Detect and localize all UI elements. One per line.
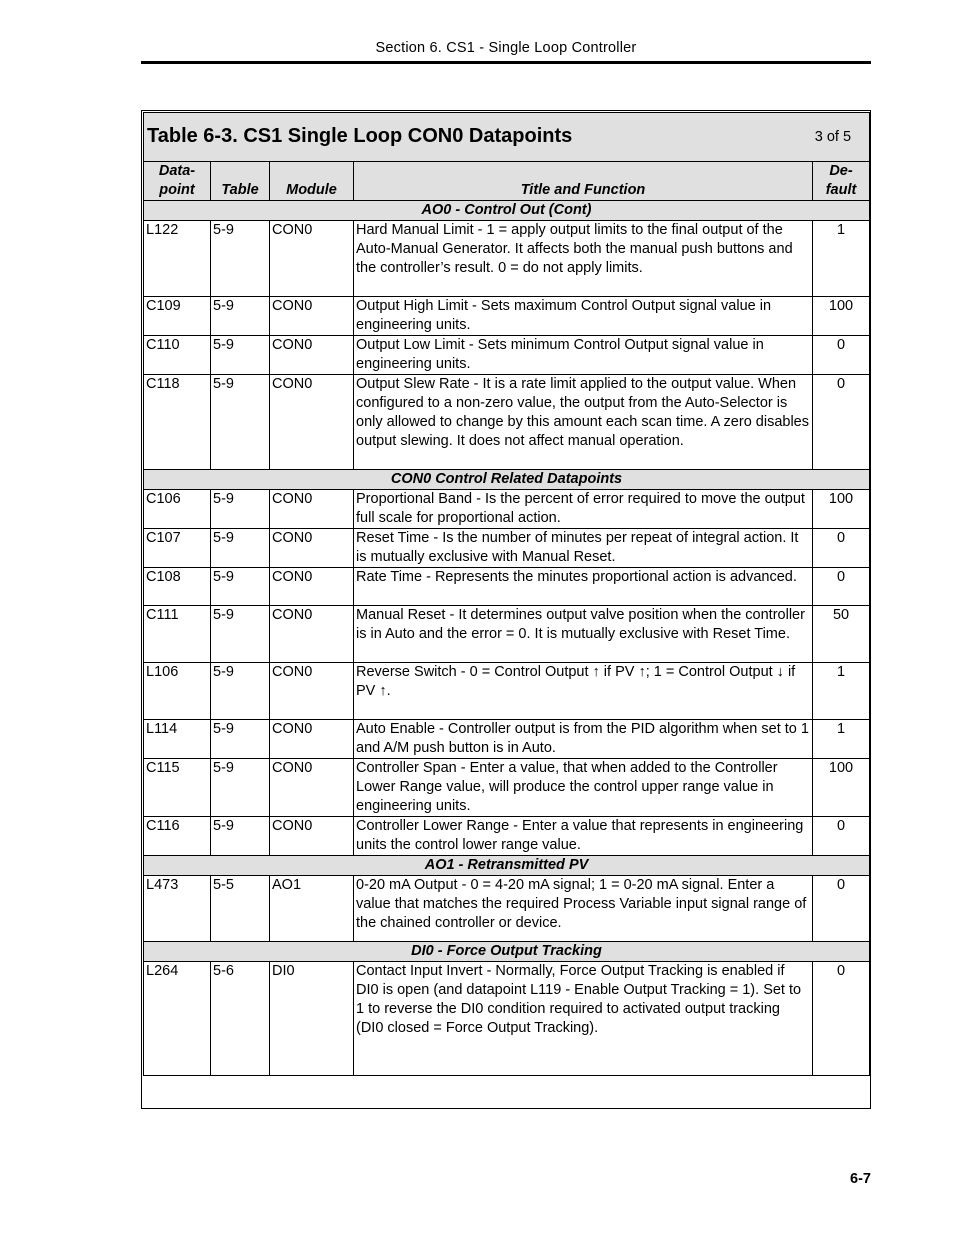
col-header-module: Module: [270, 162, 354, 201]
cell-default: 0: [813, 375, 870, 470]
cell-default: 100: [813, 297, 870, 336]
cell-module: CON0: [270, 375, 354, 470]
cell-module: CON0: [270, 663, 354, 720]
table-row: [144, 568, 870, 606]
cell-table: 5-9: [211, 720, 270, 759]
cell-table: 5-6: [211, 962, 270, 1076]
cell-default: 1: [813, 663, 870, 720]
cell-title-function: Output Low Limit - Sets minimum Control Output signal value in engineering units.: [354, 336, 813, 375]
cell-module: CON0: [270, 529, 354, 568]
cell-datapoint: C116: [144, 817, 211, 856]
cell-table: 5-9: [211, 336, 270, 375]
cell-datapoint: L114: [144, 720, 211, 759]
section-heading-row: [144, 856, 870, 876]
cell-module: CON0: [270, 221, 354, 297]
cell-title-function: Rate Time - Represents the minutes proportional action is advanced.: [354, 568, 813, 606]
cell-table: 5-9: [211, 568, 270, 606]
cell-default: 1: [813, 221, 870, 297]
cell-title-function: 0-20 mA Output - 0 = 4-20 mA signal; 1 = 0-20 mA signal. Enter a value that matches the required Process Variable input signal range of the chained controller or device.: [354, 876, 813, 942]
section-heading: CON0 Control Related Datapoints: [144, 470, 870, 490]
cell-default: 0: [813, 817, 870, 856]
cell-module: AO1: [270, 876, 354, 942]
cell-module: CON0: [270, 336, 354, 375]
cell-default: 100: [813, 490, 870, 529]
cell-table: 5-9: [211, 817, 270, 856]
cell-datapoint: C115: [144, 759, 211, 817]
cell-title-function: Controller Lower Range - Enter a value that represents in engineering units the control lower range value.: [354, 817, 813, 856]
cell-title-function: Contact Input Invert - Normally, Force Output Tracking is enabled if DI0 is open (and datapoint L119 - Enable Output Tracking = 1). Set to 1 to reverse the DI0 condition required to activated output tracking (DI0 closed = Force Output Tracking).: [354, 962, 813, 1076]
col-header-datapoint: Data- point: [144, 162, 211, 201]
cell-datapoint: C107: [144, 529, 211, 568]
col-header-default: De- fault: [813, 162, 870, 201]
section-heading-row: [144, 942, 870, 962]
cell-title-function: Manual Reset - It determines output valve position when the controller is in Auto and the error = 0. It is mutually exclusive with Reset Time.: [354, 606, 813, 663]
cell-table: 5-9: [211, 490, 270, 529]
cell-module: CON0: [270, 297, 354, 336]
cell-datapoint: L122: [144, 221, 211, 297]
cell-table: 5-9: [211, 375, 270, 470]
page-number: 6-7: [850, 1171, 871, 1187]
cell-title-function: Output High Limit - Sets maximum Control Output signal value in engineering units.: [354, 297, 813, 336]
cell-table: 5-9: [211, 297, 270, 336]
section-heading-row: [144, 201, 870, 221]
table-row: [144, 663, 870, 720]
cell-datapoint: C118: [144, 375, 211, 470]
cell-module: CON0: [270, 490, 354, 529]
cell-title-function: Auto Enable - Controller output is from the PID algorithm when set to 1 and A/M push button is in Auto.: [354, 720, 813, 759]
cell-datapoint: C106: [144, 490, 211, 529]
col-header-title-function: Title and Function: [354, 162, 813, 201]
table-title: Table 6-3. CS1 Single Loop CON0 Datapoints: [147, 124, 573, 147]
cell-default: 0: [813, 568, 870, 606]
header-rule: [141, 61, 871, 64]
table-row: [144, 336, 870, 375]
table-row: [144, 375, 870, 470]
cell-default: 1: [813, 720, 870, 759]
section-heading: DI0 - Force Output Tracking: [144, 942, 870, 962]
cell-datapoint: C111: [144, 606, 211, 663]
cell-title-function: Reset Time - Is the number of minutes per repeat of integral action. It is mutually exclusive with Manual Reset.: [354, 529, 813, 568]
section-heading: AO1 - Retransmitted PV: [144, 856, 870, 876]
table-row: [144, 490, 870, 529]
table-row: [144, 720, 870, 759]
cell-default: 0: [813, 876, 870, 942]
datapoints-table: [143, 112, 870, 1076]
cell-datapoint: C110: [144, 336, 211, 375]
col-header-table: Table: [211, 162, 270, 201]
table-title-cell: [144, 113, 870, 162]
section-heading-row: [144, 470, 870, 490]
cell-table: 5-9: [211, 221, 270, 297]
cell-title-function: Proportional Band - Is the percent of error required to move the output full scale for proportional action.: [354, 490, 813, 529]
cell-default: 50: [813, 606, 870, 663]
cell-table: 5-9: [211, 606, 270, 663]
cell-default: 100: [813, 759, 870, 817]
cell-title-function: Controller Span - Enter a value, that when added to the Controller Lower Range value, will produce the control upper range value in engineering units.: [354, 759, 813, 817]
cell-title-function: Output Slew Rate - It is a rate limit applied to the output value. When configured to a non-zero value, the output from the Auto-Selector is only allowed to change by this amount each scan time. A zero disables output slewing. It does not affect manual operation.: [354, 375, 813, 470]
table-row: [144, 297, 870, 336]
column-header-row: [144, 162, 870, 201]
cell-default: 0: [813, 529, 870, 568]
cell-module: CON0: [270, 568, 354, 606]
table-body: [144, 201, 870, 1076]
cell-module: CON0: [270, 759, 354, 817]
cell-module: DI0: [270, 962, 354, 1076]
cell-default: 0: [813, 336, 870, 375]
table-row: [144, 817, 870, 856]
table-row: [144, 962, 870, 1076]
table-row: [144, 606, 870, 663]
cell-datapoint: L106: [144, 663, 211, 720]
table-row: [144, 759, 870, 817]
table-page-indicator: 3 of 5: [814, 128, 852, 145]
cell-table: 5-9: [211, 663, 270, 720]
cell-datapoint: L264: [144, 962, 211, 1076]
cell-default: 0: [813, 962, 870, 1076]
cell-title-function: Hard Manual Limit - 1 = apply output limits to the final output of the Auto-Manual Generator. It affects both the manual push buttons and the controller’s result. 0 = do not apply limits.: [354, 221, 813, 297]
cell-module: CON0: [270, 720, 354, 759]
cell-table: 5-5: [211, 876, 270, 942]
table-row: [144, 221, 870, 297]
cell-datapoint: C109: [144, 297, 211, 336]
cell-datapoint: L473: [144, 876, 211, 942]
table-row: [144, 876, 870, 942]
table-row: [144, 529, 870, 568]
cell-title-function: Reverse Switch - 0 = Control Output ↑ if PV ↑; 1 = Control Output ↓ if PV ↑.: [354, 663, 813, 720]
cell-table: 5-9: [211, 759, 270, 817]
cell-datapoint: C108: [144, 568, 211, 606]
cell-module: CON0: [270, 606, 354, 663]
cell-table: 5-9: [211, 529, 270, 568]
cell-module: CON0: [270, 817, 354, 856]
section-heading: AO0 - Control Out (Cont): [144, 201, 870, 221]
table-title-row: [144, 113, 870, 162]
running-header: Section 6. CS1 - Single Loop Controller: [375, 40, 637, 56]
